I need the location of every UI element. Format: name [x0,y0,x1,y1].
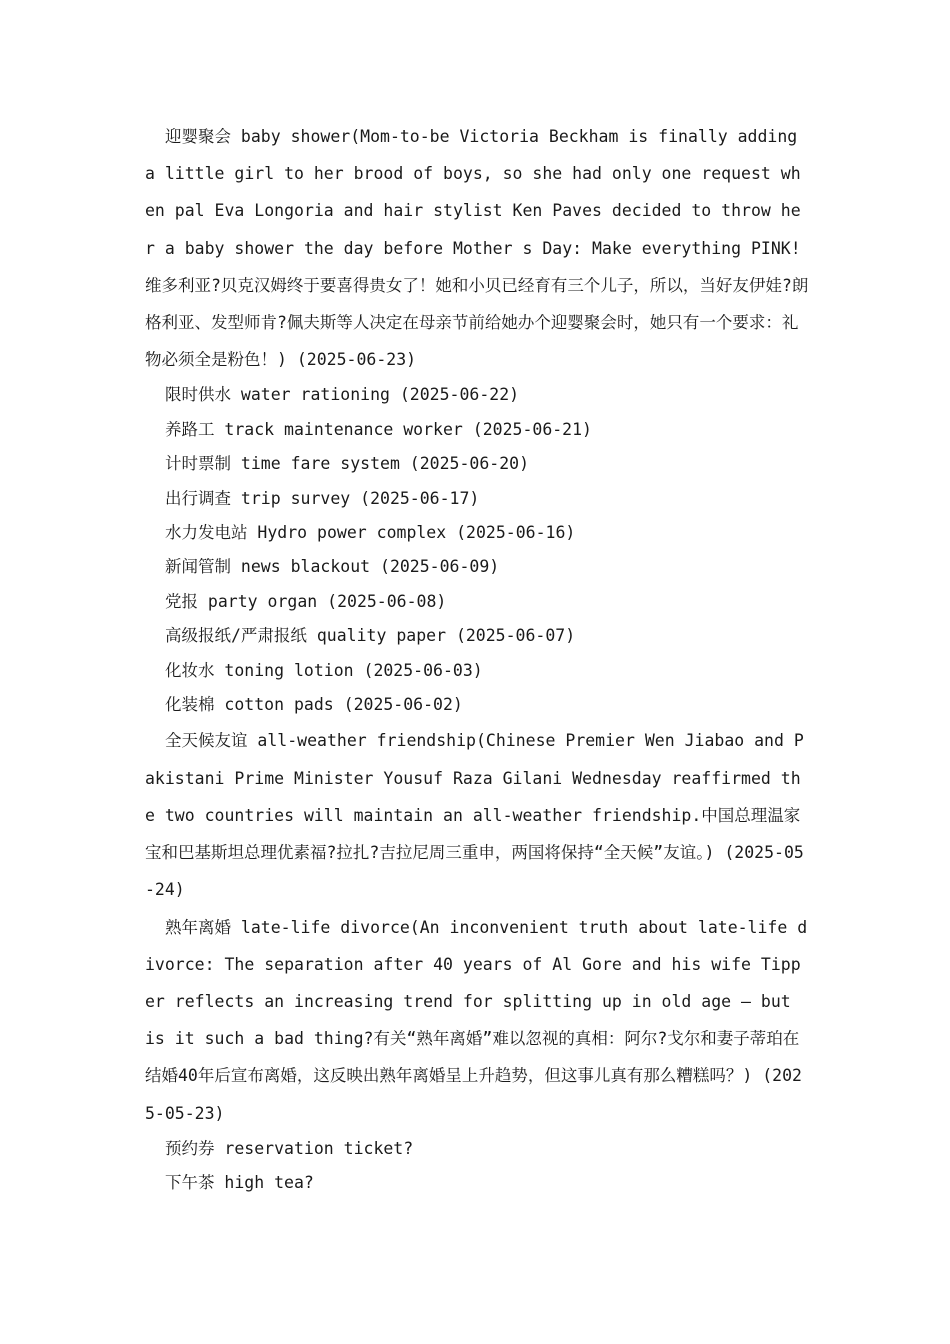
entry-all-weather-friendship: 全天候友谊 all-weather friendship(Chinese Premier Wen Jiabao and Pakistani Prime Minister Yousuf Raza Gilani Wednesday reaffirmed the two countries will maintain an all-weather friendship.中国总理温家宝和巴基斯坦总理优素福?拉扎?吉拉尼周三重申，两国将保持“全天候”友谊。) (2025-05-24) [145,731,804,900]
entry-late-life-divorce: 熟年离婚 late-life divorce(An inconvenient truth about late-life divorce: The separation after 40 years of Al Gore and his wife Tipper reflects an increasing trend for splitting up in old age — but is it such a bad thing?有关“熟年离婚”难以忽视的真相：阿尔?戈尔和妻子蒂珀在结婚40年后宣布离婚，这反映出熟年离婚呈上升趋势，但这事儿真有那么糟糕吗？) (2025-05-23) [145,917,808,1123]
entry-toning-lotion: 化妆水 toning lotion (2025-06-03) [165,660,483,680]
entry-track-maintenance-worker: 养路工 track maintenance worker (2025-06-21) [165,419,592,439]
entry-time-fare-system: 计时票制 time fare system (2025-06-20) [165,454,530,474]
entry-high-tea: 下午茶 high tea? [165,1173,314,1193]
entry-hydro-power-complex: 水力发电站 Hydro power complex (2025-06-16) [165,523,576,543]
entry-party-organ: 党报 party organ (2025-06-08) [165,591,447,611]
entry-quality-paper: 高级报纸/严肃报纸 quality paper (2025-06-07) [165,626,576,646]
entry-trip-survey: 出行调查 trip survey (2025-06-17) [165,488,480,508]
document-body [145,118,810,1201]
entry-news-blackout: 新闻管制 news blackout (2025-06-09) [165,557,500,577]
entry-water-rationing: 限时供水 water rationing (2025-06-22) [165,385,520,405]
entry-baby-shower: 迎婴聚会 baby shower(Mom-to-be Victoria Beckham is finally adding a little girl to her brood of boys, so she had only one request when pal Eva Longoria and hair stylist Ken Paves decided to throw her a baby shower the day before Mother s Day: Make everything PINK!维多利亚?贝克汉姆终于要喜得贵女了！她和小贝已经育有三个儿子，所以，当好友伊娃?朗格利亚、发型师肯?佩夫斯等人决定在母亲节前给她办个迎婴聚会时，她只有一个要求：礼物必须全是粉色！) (2025-06-23) [145,127,809,370]
entry-cotton-pads: 化装棉 cotton pads (2025-06-02) [165,695,463,715]
entry-reservation-ticket: 预约券 reservation ticket? [165,1138,414,1158]
